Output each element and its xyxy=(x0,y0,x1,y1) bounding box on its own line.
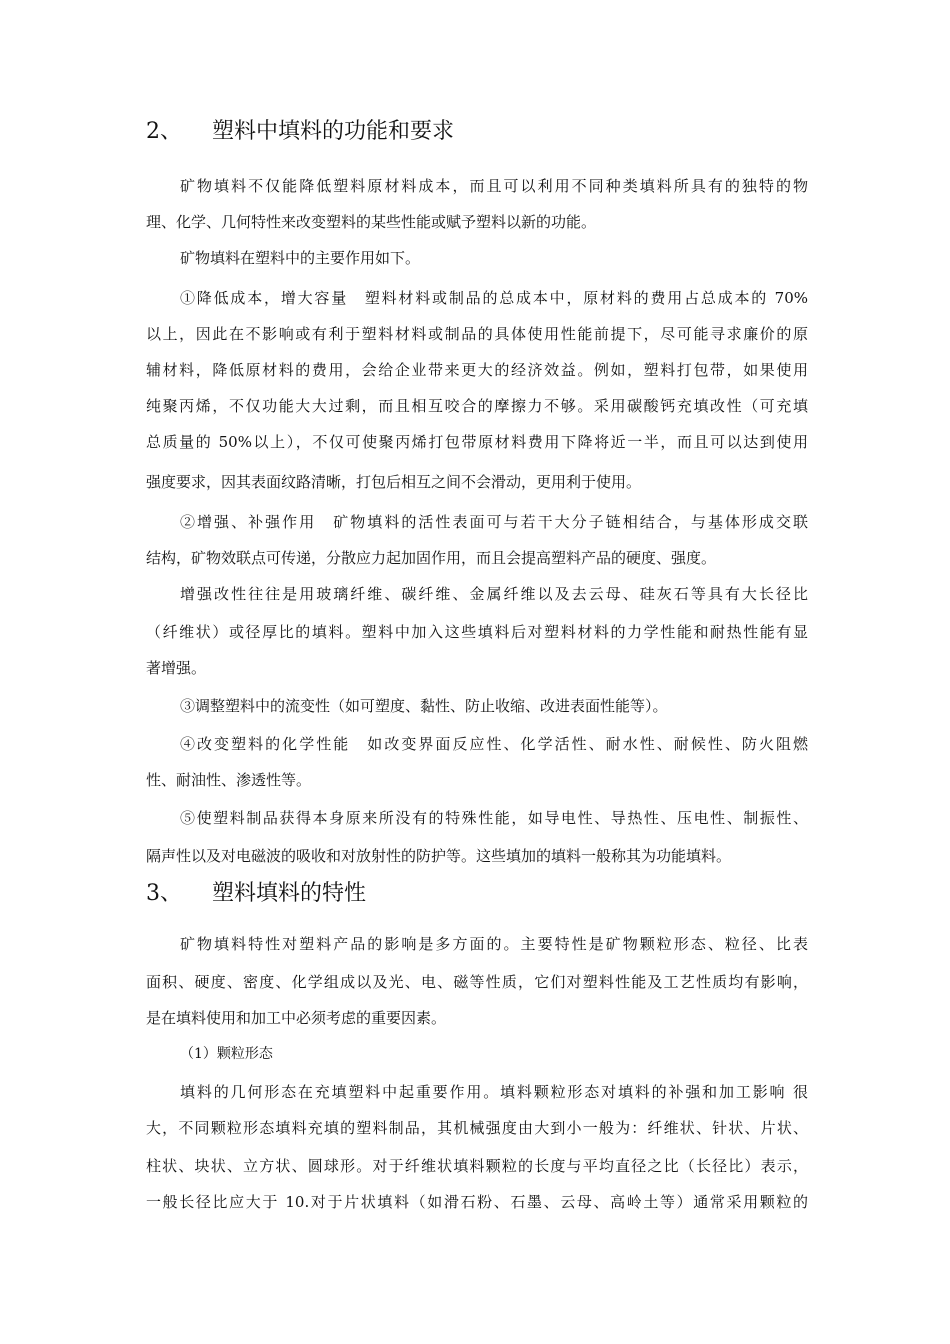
paragraph-line: 著增强。 xyxy=(146,659,207,677)
paragraph-line: （纤维状）或径厚比的填料。塑料中加入这些填料后对塑料材料的力学性能和耐热性能有显 xyxy=(146,623,808,641)
paragraph-line: ③调整塑料中的流变性（如可塑度、黏性、防止收缩、改进表面性能等）。 xyxy=(180,697,668,715)
paragraph-line: 总质量的 50%以上），不仅可使聚丙烯打包带原材料费用下降将近一半，而且可以达到使用 xyxy=(146,433,808,451)
paragraph-line: 是在填料使用和加工中必须考虑的重要因素。 xyxy=(146,1009,447,1027)
paragraph-line: ②增强、补强作用 矿物填料的活性表面可与若干大分子链相结合，与基体形成交联 xyxy=(180,513,808,531)
paragraph-line: 纯聚丙烯，不仅功能大大过剩，而且相互咬合的摩擦力不够。采用碳酸钙充填改性（可充填 xyxy=(146,397,808,415)
paragraph-line: 面积、硬度、密度、化学组成以及光、电、磁等性质，它们对塑料性能及工艺性质均有影响， xyxy=(146,973,808,991)
paragraph-line: 一般长径比应大于 10.对于片状填料（如滑石粉、石墨、云母、高岭土等）通常采用颗粒的 xyxy=(146,1193,808,1211)
paragraph-line: ①降低成本，增大容量 塑料材料或制品的总成本中，原材料的费用占总成本的 70% xyxy=(180,289,808,307)
section-title: 塑料中填料的功能和要求 xyxy=(212,119,455,144)
paragraph-line: 大，不同颗粒形态填料充填的塑料制品，其机械强度由大到小一般为：纤维状、针状、片状、 xyxy=(146,1119,808,1137)
paragraph-line: 理、化学、几何特性来改变塑料的某些性能或赋予塑料以新的功能。 xyxy=(146,213,597,231)
paragraph-line: 柱状、块状、立方状、圆球形。对于纤维状填料颗粒的长度与平均直径之比（长径比）表示， xyxy=(146,1157,808,1175)
section-title: 塑料填料的特性 xyxy=(212,881,367,906)
paragraph-line: 结构，矿物效联点可传递，分散应力起加固作用，而且会提高塑料产品的硬度、强度。 xyxy=(146,549,717,567)
section-heading-3 xyxy=(146,879,366,909)
paragraph-line: 强度要求，因其表面纹路清晰，打包后相互之间不会滑动，更用利于使用。 xyxy=(146,473,642,491)
section-number: 3、 xyxy=(146,881,182,906)
section-heading-2 xyxy=(146,117,454,147)
paragraph-line: 性、耐油性、渗透性等。 xyxy=(146,771,312,789)
paragraph-line: 增强改性往往是用玻璃纤维、碳纤维、金属纤维以及去云母、硅灰石等具有大长径比 xyxy=(180,585,808,603)
section-number: 2、 xyxy=(146,119,182,144)
paragraph-line: 以上，因此在不影响或有利于塑料材料或制品的具体使用性能前提下，尽可能寻求廉价的原 xyxy=(146,325,808,343)
paragraph-line: 辅材料，降低原材料的费用，会给企业带来更大的经济效益。例如，塑料打包带，如果使用 xyxy=(146,361,808,379)
paragraph-line: 矿物填料在塑料中的主要作用如下。 xyxy=(180,249,421,267)
paragraph-line: 矿物填料特性对塑料产品的影响是多方面的。主要特性是矿物颗粒形态、粒径、比表 xyxy=(180,935,808,953)
paragraph-line: 隔声性以及对电磁波的吸收和对放射性的防护等。这些填加的填料一般称其为功能填料。 xyxy=(146,847,732,865)
paragraph-line: ⑤使塑料制品获得本身原来所没有的特殊性能，如导电性、导热性、压电性、制振性、 xyxy=(180,809,808,827)
paragraph-line: 矿物填料不仅能降低塑料原材料成本，而且可以利用不同种类填料所具有的独特的物 xyxy=(180,177,808,195)
subsection-heading: （1）颗粒形态 xyxy=(180,1046,273,1062)
paragraph-line: 填料的几何形态在充填塑料中起重要作用。填料颗粒形态对填料的补强和加工影响 很 xyxy=(180,1083,808,1101)
paragraph-line: ④改变塑料的化学性能 如改变界面反应性、化学活性、耐水性、耐候性、防火阻燃 xyxy=(180,735,808,753)
